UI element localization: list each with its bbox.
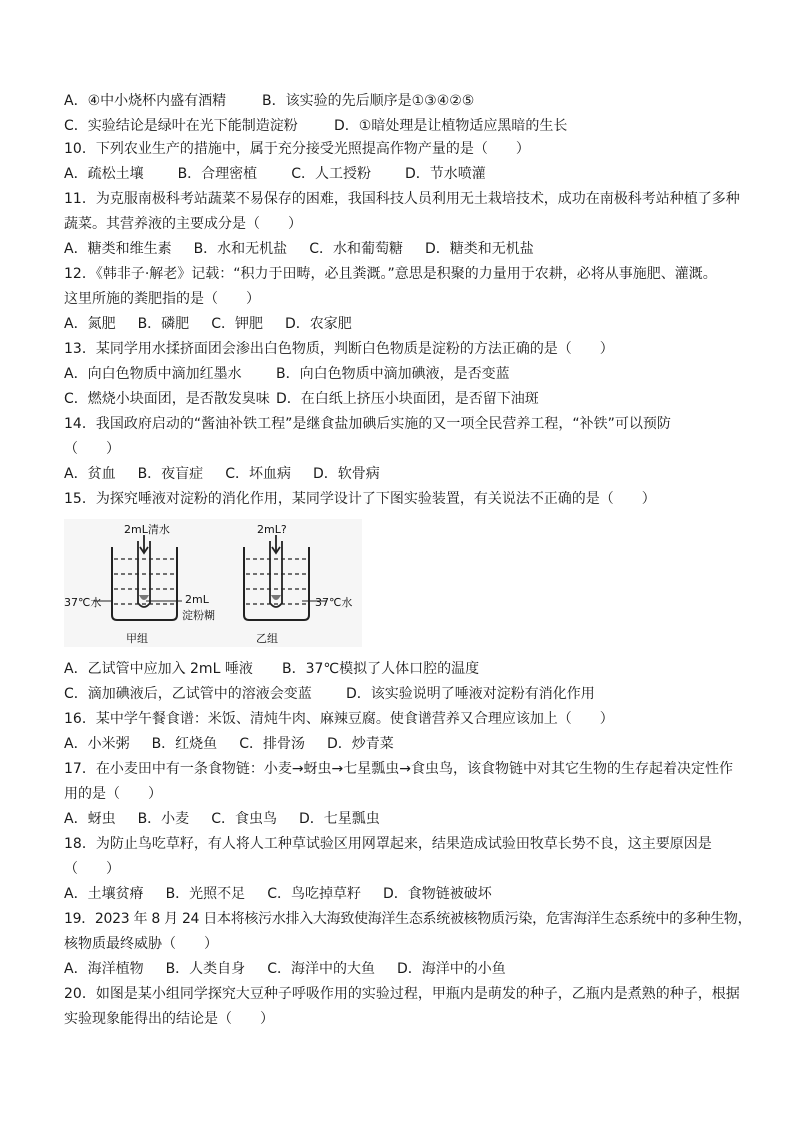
q18-options	[64, 884, 744, 904]
left-top-label: 2mL清水	[124, 523, 170, 536]
q18-stem-line-2: （ ）	[64, 861, 120, 877]
q11-stem-line-2: 蔬菜。其营养液的主要成分是（ ）	[64, 216, 302, 232]
q12-option-d: D．农家肥	[284, 316, 352, 332]
q12-option-c: C．钾肥	[211, 316, 263, 332]
q10-option-a: A．疏松土壤	[64, 166, 144, 182]
q17-option-c: C．食虫鸟	[211, 811, 277, 827]
q17-stem-line-1: 17．在小麦田中有一条食物链：小麦→蚜虫→七星瓢虫→食虫鸟，该食物链中对其它生物的生存起着决定性作	[64, 761, 734, 777]
q12-option-b: B．磷肥	[137, 316, 190, 332]
q15-stem: 15．为探究唾液对淀粉的消化作用，某同学设计了下图实验装置，有关说法不正确的是（ ）	[64, 491, 656, 507]
q10-option-d: D．节水喷灌	[404, 166, 486, 182]
option-a: A．④中小烧杯内盛有酒精	[64, 93, 227, 109]
q14-stem-line-1: 14．我国政府启动的“酱油补铁工程”是继食盐加碘后实施的又一项全民营养工程，“补铁”可以预防	[64, 416, 671, 432]
q18-option-c: C．鸟吃掉草籽	[267, 886, 361, 902]
q15-options-row-1	[64, 659, 744, 679]
q12-option-a: A．氮肥	[64, 316, 116, 332]
q13-option-d: D．在白纸上挤压小块面团，是否留下油斑	[276, 391, 539, 407]
q14-option-a: A．贫血	[64, 466, 116, 482]
q14-option-d: D．软骨病	[312, 466, 380, 482]
q17-options	[64, 809, 744, 829]
saliva-experiment-figure	[64, 519, 362, 647]
paste-label-name: 淀粉糊	[182, 609, 215, 622]
q18-option-b: B．光照不足	[165, 886, 246, 902]
water-label-right: 37℃水	[315, 596, 353, 609]
water-label-left: 37℃水	[64, 596, 102, 609]
q16-option-b: B．红烧鱼	[151, 736, 218, 752]
beaker-right	[244, 547, 309, 620]
q18-stem-line-1: 18．为防止鸟吃草籽，有人将人工种草试验区用网罩起来，结果造成试验田牧草长势不良，这主要原因是	[64, 836, 712, 852]
q19-stem-line-1: 19．2023 年 8 月 24 日本将核污水排入大海致使海洋生态系统被核物质污染，危害海洋生态系统中的多种生物，	[64, 911, 752, 927]
q10-option-b: B．合理密植	[177, 166, 258, 182]
q13-option-a: A．向白色物质中滴加红墨水	[64, 366, 242, 382]
test-tube-right	[270, 535, 282, 607]
q11-option-d: D．糖类和无机盐	[424, 241, 534, 257]
q19-option-b: B．人类自身	[165, 961, 246, 977]
q12-options	[64, 314, 744, 334]
q13-options-row-2	[64, 389, 744, 409]
q18-option-a: A．土壤贫瘠	[64, 886, 144, 902]
q16-option-d: D．炒青菜	[326, 736, 394, 752]
q20-stem-line-2: 实验现象能得出的结论是（ ）	[64, 1011, 274, 1027]
q13-stem: 13．某同学用水揉挤面团会渗出白色物质，判断白色物质是淀粉的方法正确的是（ ）	[64, 341, 614, 357]
q12-stem-line-1: 12．《韩非子·解老》记载：“积力于田畴，必且粪溉。”意思是积聚的力量用于农耕，必将从事施肥、灌溉。	[64, 266, 717, 282]
q15-option-b: B．37℃模拟了人体口腔的温度	[282, 661, 480, 677]
q19-stem-line-2: 核物质最终威胁（ ）	[64, 936, 218, 952]
q14-option-b: B．夜盲症	[137, 466, 204, 482]
q11-option-c: C．水和葡萄糖	[309, 241, 403, 257]
q19-option-c: C．海洋中的大鱼	[267, 961, 375, 977]
q10-stem: 10．下列农业生产的措施中，属于充分接受光照提高作物产量的是（ ）	[64, 141, 530, 157]
prev-options-row-1	[64, 91, 744, 111]
q17-stem-line-2: 用的是（ ）	[64, 786, 162, 802]
q10-options	[64, 164, 744, 184]
beaker-left	[112, 547, 177, 620]
option-c: C．实验结论是绿叶在光下能制造淀粉	[64, 118, 298, 134]
q13-option-c: C．燃烧小块面团，是否散发臭味	[64, 391, 270, 407]
q12-stem-line-2: 这里所施的粪肥指的是（ ）	[64, 291, 260, 307]
q13-option-b: B．向白色物质中滴加碘液，是否变蓝	[276, 366, 510, 382]
group-label-left: 甲组	[126, 632, 148, 645]
q14-option-c: C．坏血病	[225, 466, 291, 482]
q18-option-d: D．食物链被破坏	[382, 886, 492, 902]
group-label-right: 乙组	[256, 632, 278, 645]
q19-option-d: D．海洋中的小鱼	[396, 961, 506, 977]
q14-stem-line-2: （ ）	[64, 441, 120, 457]
q16-options	[64, 734, 744, 754]
q15-option-c: C．滴加碘液后，乙试管中的溶液会变蓝	[64, 686, 312, 702]
prev-options-row-2	[64, 116, 744, 136]
q14-options	[64, 464, 744, 484]
q15-option-a: A．乙试管中应加入 2mL 唾液	[64, 661, 253, 677]
q11-option-a: A．糖类和维生素	[64, 241, 172, 257]
q16-option-c: C．排骨汤	[239, 736, 305, 752]
q19-option-a: A．海洋植物	[64, 961, 144, 977]
q10-option-c: C．人工授粉	[291, 166, 371, 182]
q17-option-b: B．小麦	[137, 811, 190, 827]
test-tube-left	[138, 535, 150, 607]
q15-options-row-2	[64, 684, 744, 704]
q11-stem-line-1: 11．为克服南极科考站蔬菜不易保存的困难，我国科技人员利用无土栽培技术，成功在南极科考站种植了多种	[64, 191, 740, 207]
paste-label-volume: 2mL	[185, 593, 209, 606]
option-d: D．①暗处理是让植物适应黑暗的生长	[334, 118, 568, 134]
right-top-label: 2mL?	[257, 523, 287, 536]
q15-option-d: D．该实验说明了唾液对淀粉有消化作用	[346, 686, 595, 702]
q19-options	[64, 959, 744, 979]
q11-options	[64, 239, 744, 259]
q16-option-a: A．小米粥	[64, 736, 130, 752]
q20-stem-line-1: 20．如图是某小组同学探究大豆种子呼吸作用的实验过程，甲瓶内是萌发的种子，乙瓶内是煮熟的种子，根据	[64, 986, 740, 1002]
q11-option-b: B．水和无机盐	[193, 241, 288, 257]
q17-option-a: A．蚜虫	[64, 811, 116, 827]
q17-option-d: D．七星瓢虫	[298, 811, 380, 827]
q16-stem: 16．某中学午餐食谱：米饭、清炖牛肉、麻辣豆腐。使食谱营养又合理应该加上（ ）	[64, 711, 614, 727]
option-b: B．该实验的先后顺序是①③④②⑤	[262, 93, 475, 109]
q13-options-row-1	[64, 364, 744, 384]
